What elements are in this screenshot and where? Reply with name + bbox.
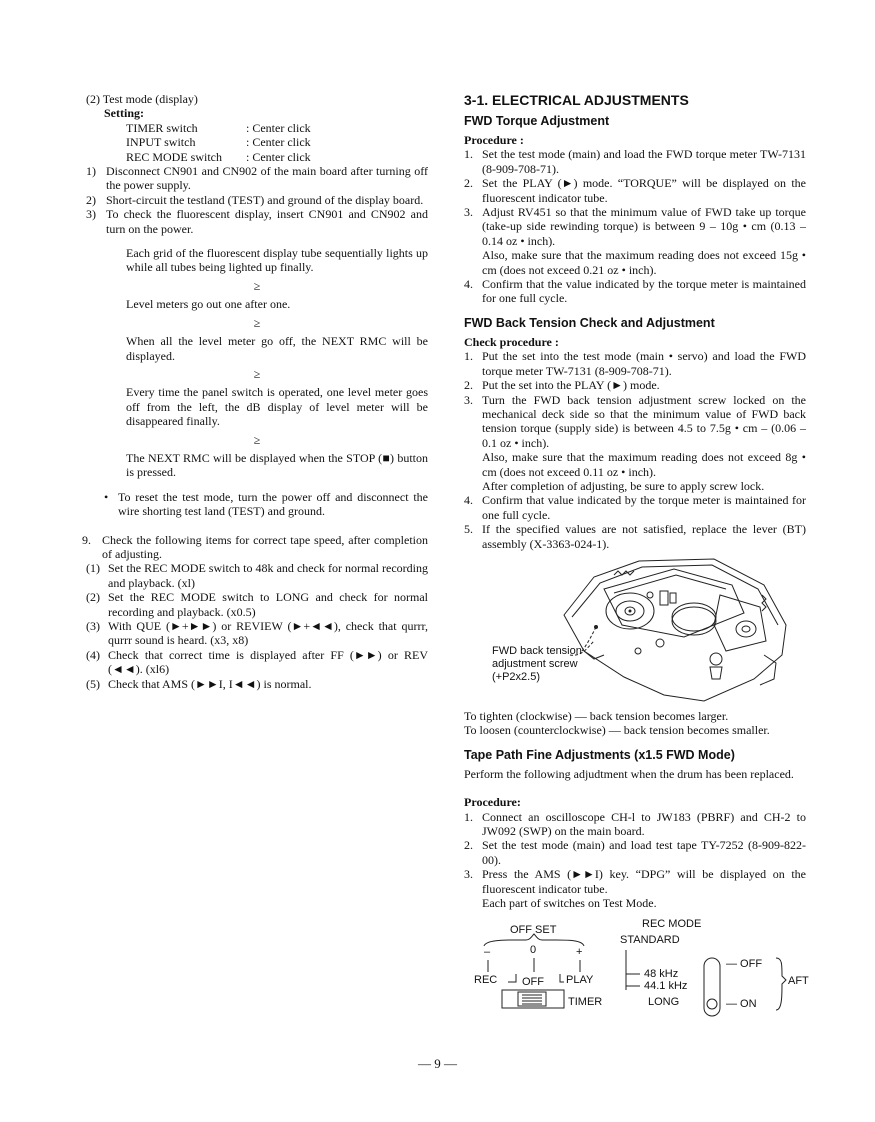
next-arrow: ≥ [253,432,261,447]
reset-note [86,490,428,519]
step [464,176,806,205]
mechanism-figure [464,555,806,703]
step-text: Confirm that value indicated by the torque meter is maintained for one full cycle. [482,493,806,522]
item-9-sub [86,677,428,691]
step-extra: Also, make sure that the maximum reading does not exceed 15g • cm (does not exceed 0.21 oz • inch). [482,248,806,277]
step-number: 1. [464,349,473,364]
setting-name: INPUT switch [126,135,196,150]
step-number: 2. [464,176,473,191]
step-text [482,205,806,277]
step-text: To check the fluorescent display, insert CN901 and CN902 and turn on the power. [106,207,428,236]
next-arrow: ≥ [253,278,261,293]
rec-label: REC [474,974,498,987]
step [464,838,806,867]
step [86,164,428,193]
step [464,493,806,522]
tighten-note: To tighten (clockwise) — back tension becomes larger. [464,708,729,723]
step-number: 2. [464,838,473,853]
label-line: adjustment screw [492,657,578,670]
item-9-sub [86,619,428,648]
step-number: 3) [86,207,96,222]
procedure-label: Procedure: [464,795,521,810]
step-text: Confirm that the value indicated by the torque meter is maintained for one full cycle. [482,277,806,306]
step-text: Set the PLAY (►) mode. “TORQUE” will be displayed on the fluorescent indicator tube. [482,176,806,205]
step-main: Turn the FWD back tension adjustment screw locked on the mechanical deck side so that the minimum value of FWD back tension torque (supply side) is between 4.5 to 7.5g • cm – (0.06 – 0.1 oz • inch). [482,392,806,450]
step [464,810,806,839]
aft-off-label: — OFF [726,958,763,971]
aft-label: AFT [788,975,809,988]
left-column [82,92,428,691]
step-text [482,867,806,910]
step [86,193,428,207]
step-number: 1. [464,147,473,162]
step-text: Connect an oscilloscope CH-l to JW183 (PBRF) and CH-2 to JW092 (SWP) on the main board. [482,809,806,838]
step-number: 2) [86,192,96,207]
step-number: 2. [464,378,473,393]
setting-label: Setting: [104,106,144,121]
next-arrow: ≥ [253,366,261,381]
setting-value: : Center click [246,120,311,135]
setting-row [86,121,428,135]
test-mode-title: (2) Test mode (display) [86,92,198,106]
sub-number: (1) [86,561,100,576]
sub-text: Set the REC MODE switch to LONG and check for normal recording and playback. (x0.5) [108,590,428,619]
sub-text: Check that AMS (►►I, I◄◄) is normal. [108,676,312,691]
sequence-text: Each grid of the fluorescent display tube sequentially lights up while all tubes being lighted up finally. [126,246,428,275]
plus-label: + [576,946,583,959]
step-number: 4. [464,493,473,508]
sub-number: (5) [86,676,100,691]
procedure-label: Procedure : [464,133,524,147]
step-text: Set the test mode (main) and load the FWD torque meter TW-7131 (8-909-708-71). [482,147,806,176]
section-title: 3-1. ELECTRICAL ADJUSTMENTS [464,92,689,108]
label-line: (+P2x2.5) [492,670,540,683]
step [464,349,806,378]
play-label: PLAY [566,974,594,987]
procedure-label: Check procedure : [464,334,559,349]
setting-value: : Center click [246,135,311,150]
sub-text: With QUE (►+►►) or REVIEW (►+◄◄), check that qurrr, qurrr sound is heard. (x3, x8) [108,619,428,648]
sequence-text: The NEXT RMC will be displayed when the STOP (■) button is pressed. [126,450,428,480]
sequence-text: When all the level meter go off, the NEXT RMC will be displayed. [126,334,428,363]
step-extra: Each part of switches on Test Mode. [482,896,657,911]
item-9-sub [86,561,428,590]
tape-path-intro: Perform the following adjudtment when the drum has been replaced. [464,766,794,781]
setting-row [86,150,428,164]
sub-number: (3) [86,619,100,633]
page-number: — 9 — [418,1056,457,1071]
item-9-text: Check the following items for correct tape speed, after completion of adjusting. [102,532,428,561]
step-extra: After completion of adjusting, be sure to apply screw lock. [482,478,765,493]
step [464,522,806,551]
setting-value: : Center click [246,149,311,164]
next-arrow: ≥ [253,315,261,330]
standard-label: STANDARD [620,934,680,947]
adjustment-screw-label [492,645,582,684]
reset-note-text: To reset the test mode, turn the power off and disconnect the wire shorting test land (TEST) and ground. [118,489,428,519]
step-number: 5. [464,522,473,537]
step-main: Press the AMS (►►I) key. “DPG” will be displayed on the fluorescent indicator tube. [482,867,806,896]
step [464,393,806,494]
step [464,205,806,277]
setting-row [86,135,428,149]
item-9-sub [86,590,428,619]
step-text [482,393,806,494]
step [464,378,806,392]
sub-number: (2) [86,590,100,605]
sub-number: (4) [86,647,100,662]
rec-mode-label: REC MODE [642,918,702,931]
sequence-text: Every time the panel switch is operated, one level meter goes off from the left, the dB display of level meter will be disappeared finally. [126,385,428,429]
item-9-sub [86,648,428,677]
aft-on-label: — ON [726,998,757,1011]
bullet-icon: • [104,489,109,504]
sequence-text: Level meters go out one after one. [126,297,291,312]
right-column [464,92,809,1036]
step-text: Disconnect CN901 and CN902 of the main board after turning off the power supply. [106,164,428,193]
step-number: 1. [464,809,473,824]
setting-name: REC MODE switch [126,149,222,164]
step-number: 4. [464,277,473,292]
offset-label: OFF SET [510,924,557,937]
48khz-label: 48 kHz [644,968,679,981]
tape-path-title: Tape Path Fine Adjustments (x1.5 FWD Mode) [464,747,735,762]
item-9-number: 9. [82,532,91,547]
step-text: Put the set into the PLAY (►) mode. [482,378,660,393]
step [86,207,428,236]
loosen-note: To loosen (counterclockwise) — back tension becomes smaller. [464,723,770,738]
label-line: FWD back tension [492,644,582,657]
step-text: Short-circuit the testland (TEST) and ground of the display board. [106,192,424,207]
step-extra: Also, make sure that the maximum reading does not exceed 8g • cm (does not exceed 0.11 oz • inch). [482,450,806,479]
step-number: 3. [464,205,473,220]
sub-text: Check that correct time is displayed after FF (►►) or REV (◄◄). (xl6) [108,647,428,677]
minus-label: – [484,946,491,959]
timer-label: TIMER [568,996,603,1009]
step-text: If the specified values are not satisfied, replace the lever (BT) assembly (X-3363-024-1). [482,522,806,551]
item-9 [82,532,428,562]
sub-text: Set the REC MODE switch to 48k and check for normal recording and playback. (xl) [108,561,428,590]
step [464,867,806,910]
step-main: Adjust RV451 so that the minimum value of FWD take up torque (take-up side rewinding torque) is between 9 – 10g • cm (0.13 – 0.14 oz • inch). [482,205,806,248]
44khz-label: 44.1 kHz [644,980,688,993]
off-label: OFF [522,976,544,989]
fwd-back-title: FWD Back Tension Check and Adjustment [464,315,715,330]
step-number: 1) [86,164,96,179]
long-label: LONG [648,996,680,1009]
zero-label: 0 [530,944,537,957]
setting-name: TIMER switch [126,120,198,135]
step [464,147,806,176]
step-number: 3. [464,392,473,407]
fwd-torque-title: FWD Torque Adjustment [464,114,610,128]
step-text: Put the set into the test mode (main • servo) and load the FWD torque meter TW-7131 (8-909-708-71). [482,349,806,378]
test-mode-switch-diagram [464,918,809,1036]
step-number: 3. [464,867,473,882]
step [464,277,806,306]
step-text: Set the test mode (main) and load test tape TY-7252 (8-909-822-00). [482,838,806,867]
